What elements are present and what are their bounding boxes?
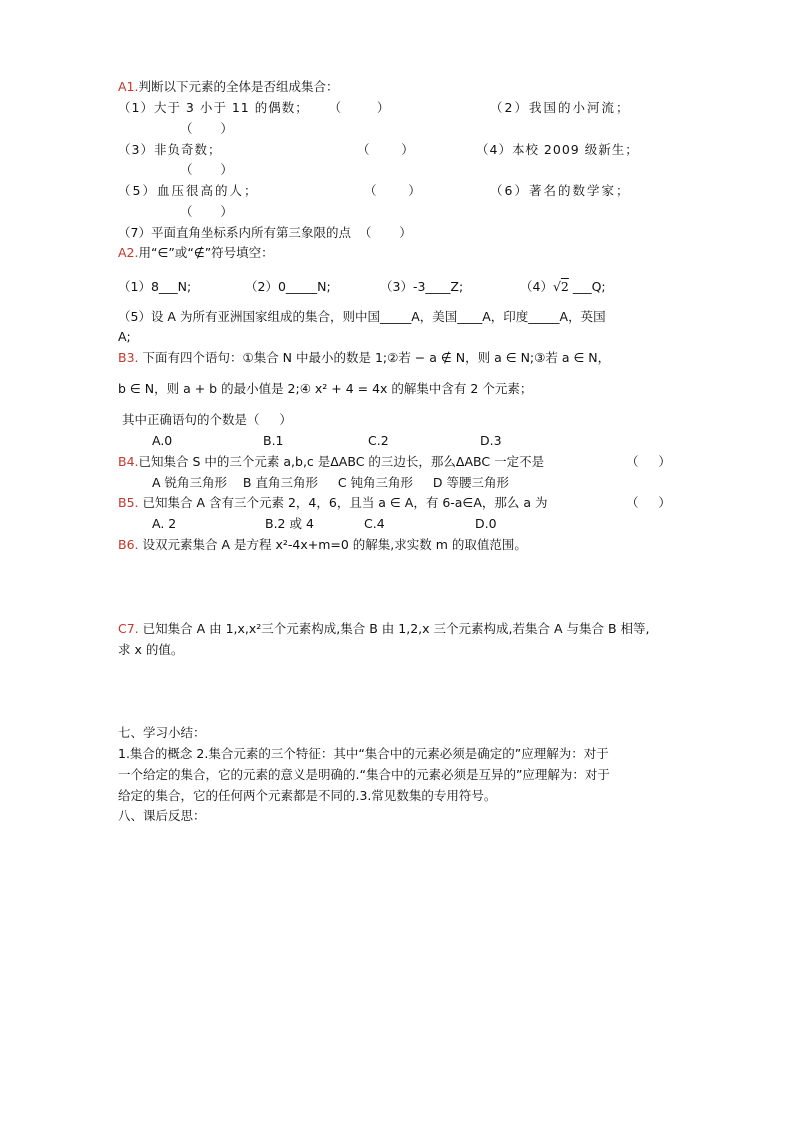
question-label: B4. [118, 454, 139, 469]
question-text: 已知集合 S 中的三个元素 a,b,c 是ΔABC 的三边长，那么ΔABC 一定不是 [138, 454, 545, 469]
question-b3-line2: b ∈ N，则 a + b 的最小值是 2;④ x² + 4 = 4x 的解集中含有 2 个元素； [118, 381, 533, 396]
sqrt-radicand: 2 [560, 279, 569, 294]
a1-answer-blank: （ ） [180, 204, 233, 219]
a2-fill-3: （3）-3____Z; [380, 279, 464, 294]
b4-options: A 锐角三角形 B 直角三角形 C 钝角三角形 D 等腰三角形 [152, 475, 510, 490]
a1-item-4: （4）本校 2009 级新生； [476, 142, 639, 157]
a1-answer-blank: （ ） [180, 162, 233, 177]
summary-line-1: 1.集合的概念 2.集合元素的三个特征：其中“集合中的元素必须是确定的”应理解为：对于 [118, 746, 609, 761]
question-text: 已知集合 A 由 1,x,x²三个元素构成,集合 B 由 1,2,x 三个元素构成,若集合 A 与集合 B 相等, [138, 621, 650, 636]
b5-option-a: A. 2 [152, 516, 177, 531]
question-text: 用“∈”或“∉”符号填空： [138, 245, 274, 260]
b5-answer-paren: （ ） [626, 495, 671, 510]
summary-heading: 七、学习小结： [118, 725, 206, 740]
a2-fill-5: （5）设 A 为所有亚洲国家组成的集合，则中国_____A，美国____A，印度_____A，英国 [118, 309, 606, 324]
question-b3-line1 [118, 349, 610, 367]
a1-item-6: （6）著名的数学家； [490, 183, 631, 198]
b5-option-c: C.4 [364, 516, 385, 531]
a1-item-5: （5）血压很高的人； [118, 183, 259, 198]
b3-option-a: A.0 [152, 433, 173, 448]
a1-answer-blank: （ ） [364, 183, 421, 198]
summary-line-3: 给定的集合，它的任何两个元素都是不同的.3.常见数集的专用符号。 [118, 788, 497, 803]
a2-fill-5-cont: A; [118, 329, 131, 344]
b5-option-d: D.0 [475, 516, 497, 531]
a1-item-1: （1）大于 3 小于 11 的偶数； （ ） [118, 100, 391, 115]
b3-option-d: D.3 [480, 433, 502, 448]
question-label: B6. [118, 537, 139, 552]
question-a1-stem [118, 78, 339, 96]
a1-item-7: （7）平面直角坐标系内所有第三象限的点 （ ） [118, 225, 412, 240]
question-text: 设双元素集合 A 是方程 x²-4x+m=0 的解集,求实数 m 的取值范围。 [138, 537, 527, 552]
question-b6 [118, 536, 527, 554]
question-label: A1. [118, 79, 139, 94]
question-c7-line2: 求 x 的值。 [118, 642, 184, 657]
a1-item-3: （3）非负奇数； [118, 142, 222, 157]
a1-answer-blank: （ ） [180, 121, 233, 136]
question-b5-stem [118, 494, 547, 512]
fill-suffix: ___Q; [568, 279, 606, 294]
a2-fill-2: （2）0_____N; [245, 279, 331, 294]
fill-prefix: （4） [520, 279, 553, 294]
reflection-heading: 八、课后反思： [118, 808, 206, 823]
question-text: 下面有四个语句：①集合 N 中最小的数是 1;②若 − a ∉ N，则 a ∈ N;③若 a ∈ N， [138, 350, 611, 365]
b5-option-b: B.2 或 4 [265, 516, 314, 531]
question-b3-line3: 其中正确语句的个数是（ ） [118, 412, 292, 427]
a1-item-2: （2）我国的小河流； [490, 100, 631, 115]
sqrt-symbol: √ [552, 279, 561, 294]
question-label: B5. [118, 495, 139, 510]
a2-fill-4 [520, 278, 606, 296]
question-text: 已知集合 A 含有三个元素 2，4，6，且当 a ∈ A，有 6-a∈A，那么 a 为 [138, 495, 548, 510]
question-text: 判断以下元素的全体是否组成集合： [138, 79, 339, 94]
question-label: A2. [118, 245, 139, 260]
question-label: C7. [118, 621, 139, 636]
question-b4-stem [118, 453, 544, 471]
b4-answer-paren: （ ） [626, 454, 671, 469]
question-label: B3. [118, 350, 139, 365]
b3-option-c: C.2 [368, 433, 389, 448]
question-a2-stem [118, 244, 274, 262]
b3-option-b: B.1 [263, 433, 284, 448]
a1-answer-blank: （ ） [357, 142, 414, 157]
summary-line-2: 一个给定的集合，它的元素的意义是明确的.“集合中的元素必须是互异的”应理解为：对于 [118, 767, 610, 782]
a2-fill-1: （1）8___N; [118, 279, 192, 294]
question-c7-line1 [118, 620, 649, 638]
